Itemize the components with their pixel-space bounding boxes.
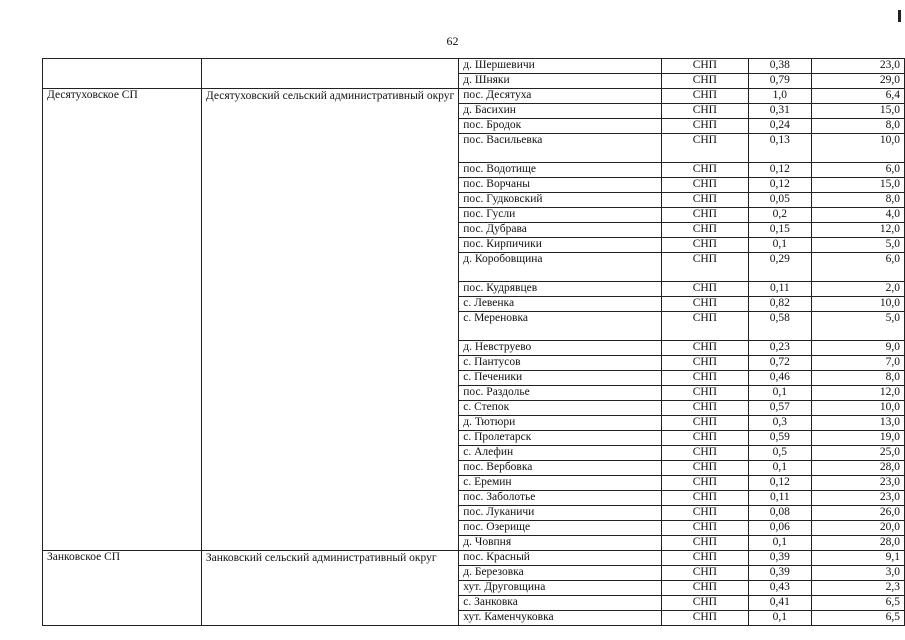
- settlement-name-cell: хут. Друговщина: [459, 581, 661, 596]
- settlement-name-cell: с. Мереновка: [459, 312, 661, 341]
- value-a-cell: 0,1: [749, 386, 812, 401]
- value-a-cell: 0,39: [749, 551, 812, 566]
- settlement-name-cell: пос. Гудковский: [459, 193, 661, 208]
- settlement-name-cell: пос. Васильевка: [459, 134, 661, 163]
- value-b-cell: 6,5: [811, 596, 904, 611]
- value-b-cell: 23,0: [811, 491, 904, 506]
- value-b-cell: 10,0: [811, 134, 904, 163]
- settlement-type-cell: СНП: [661, 104, 748, 119]
- settlement-name-cell: с. Степок: [459, 401, 661, 416]
- settlement-type-cell: СНП: [661, 356, 748, 371]
- settlement-type-cell: СНП: [661, 59, 748, 74]
- settlement-type-cell: СНП: [661, 371, 748, 386]
- settlement-name-cell: с. Занковка: [459, 596, 661, 611]
- settlement-name-cell: пос. Ворчаны: [459, 178, 661, 193]
- value-a-cell: 0,39: [749, 566, 812, 581]
- value-a-cell: 0,5: [749, 446, 812, 461]
- value-a-cell: 0,12: [749, 476, 812, 491]
- settlement-type-cell: СНП: [661, 208, 748, 223]
- value-b-cell: 2,3: [811, 581, 904, 596]
- value-b-cell: 8,0: [811, 119, 904, 134]
- value-b-cell: 28,0: [811, 461, 904, 476]
- settlement-council-cell: Занковское СП: [43, 551, 202, 626]
- value-a-cell: 0,41: [749, 596, 812, 611]
- value-b-cell: 10,0: [811, 401, 904, 416]
- value-b-cell: 6,0: [811, 253, 904, 282]
- settlement-type-cell: СНП: [661, 297, 748, 312]
- settlement-name-cell: д. Березовка: [459, 566, 661, 581]
- settlement-council-cell: [43, 59, 202, 89]
- value-a-cell: 0,12: [749, 163, 812, 178]
- settlement-name-cell: с. Левенка: [459, 297, 661, 312]
- settlement-name-cell: пос. Заболотье: [459, 491, 661, 506]
- administrative-district-cell: Десятуховский сельский административный округ: [201, 89, 458, 551]
- settlement-type-cell: СНП: [661, 521, 748, 536]
- value-b-cell: 7,0: [811, 356, 904, 371]
- page-number: 62: [446, 34, 459, 48]
- settlement-type-cell: СНП: [661, 89, 748, 104]
- value-b-cell: 12,0: [811, 386, 904, 401]
- settlement-type-cell: СНП: [661, 282, 748, 297]
- value-b-cell: 6,0: [811, 163, 904, 178]
- settlement-name-cell: пос. Водотище: [459, 163, 661, 178]
- settlement-type-cell: СНП: [661, 341, 748, 356]
- scan-edge-mark: [898, 10, 901, 22]
- value-b-cell: 2,0: [811, 282, 904, 297]
- settlement-type-cell: СНП: [661, 74, 748, 89]
- settlement-council-cell: Десятуховское СП: [43, 89, 202, 551]
- administrative-district-cell: [201, 59, 458, 89]
- settlement-type-cell: СНП: [661, 566, 748, 581]
- value-a-cell: 0,11: [749, 491, 812, 506]
- settlement-type-cell: СНП: [661, 431, 748, 446]
- value-a-cell: 0,43: [749, 581, 812, 596]
- value-b-cell: 23,0: [811, 59, 904, 74]
- settlement-type-cell: СНП: [661, 581, 748, 596]
- settlement-name-cell: д. Шершевичи: [459, 59, 661, 74]
- settlement-name-cell: д. Шняки: [459, 74, 661, 89]
- value-b-cell: 6,4: [811, 89, 904, 104]
- settlement-type-cell: СНП: [661, 119, 748, 134]
- settlement-type-cell: СНП: [661, 611, 748, 626]
- settlement-type-cell: СНП: [661, 506, 748, 521]
- value-b-cell: 12,0: [811, 223, 904, 238]
- value-b-cell: 8,0: [811, 371, 904, 386]
- value-a-cell: 0,08: [749, 506, 812, 521]
- settlement-type-cell: СНП: [661, 596, 748, 611]
- settlement-type-cell: СНП: [661, 134, 748, 163]
- settlement-name-cell: пос. Дубрава: [459, 223, 661, 238]
- settlement-name-cell: с. Печеники: [459, 371, 661, 386]
- settlement-type-cell: СНП: [661, 461, 748, 476]
- value-b-cell: 25,0: [811, 446, 904, 461]
- settlement-name-cell: хут. Каменчуковка: [459, 611, 661, 626]
- value-b-cell: 20,0: [811, 521, 904, 536]
- value-b-cell: 9,1: [811, 551, 904, 566]
- settlement-name-cell: с. Пролетарск: [459, 431, 661, 446]
- value-b-cell: 28,0: [811, 536, 904, 551]
- value-a-cell: 0,11: [749, 282, 812, 297]
- settlement-name-cell: д. Коробовщина: [459, 253, 661, 282]
- settlement-type-cell: СНП: [661, 536, 748, 551]
- settlement-name-cell: пос. Луканичи: [459, 506, 661, 521]
- value-b-cell: 26,0: [811, 506, 904, 521]
- settlement-type-cell: СНП: [661, 253, 748, 282]
- value-a-cell: 0,05: [749, 193, 812, 208]
- table-row: [43, 59, 905, 74]
- value-a-cell: 0,57: [749, 401, 812, 416]
- table-body: [43, 59, 905, 626]
- settlement-name-cell: пос. Десятуха: [459, 89, 661, 104]
- value-b-cell: 6,5: [811, 611, 904, 626]
- settlement-name-cell: пос. Кирпичики: [459, 238, 661, 253]
- value-b-cell: 9,0: [811, 341, 904, 356]
- settlement-name-cell: пос. Красный: [459, 551, 661, 566]
- value-a-cell: 0,24: [749, 119, 812, 134]
- value-a-cell: 0,59: [749, 431, 812, 446]
- value-b-cell: 8,0: [811, 193, 904, 208]
- value-a-cell: 0,2: [749, 208, 812, 223]
- value-b-cell: 5,0: [811, 238, 904, 253]
- value-b-cell: 19,0: [811, 431, 904, 446]
- value-a-cell: 0,15: [749, 223, 812, 238]
- value-a-cell: 0,12: [749, 178, 812, 193]
- value-a-cell: 0,23: [749, 341, 812, 356]
- value-a-cell: 0,1: [749, 536, 812, 551]
- administrative-district-cell: Занковский сельский административный округ: [201, 551, 458, 626]
- settlement-name-cell: пос. Раздолье: [459, 386, 661, 401]
- settlement-name-cell: с. Пантусов: [459, 356, 661, 371]
- settlement-type-cell: СНП: [661, 178, 748, 193]
- value-b-cell: 3,0: [811, 566, 904, 581]
- settlement-type-cell: СНП: [661, 476, 748, 491]
- settlement-type-cell: СНП: [661, 446, 748, 461]
- value-a-cell: 0,82: [749, 297, 812, 312]
- value-b-cell: 4,0: [811, 208, 904, 223]
- table-row: [43, 89, 905, 104]
- value-a-cell: 0,06: [749, 521, 812, 536]
- settlement-type-cell: СНП: [661, 551, 748, 566]
- settlement-type-cell: СНП: [661, 163, 748, 178]
- value-a-cell: 0,29: [749, 253, 812, 282]
- settlement-name-cell: пос. Гусли: [459, 208, 661, 223]
- value-a-cell: 0,38: [749, 59, 812, 74]
- settlement-name-cell: с. Алефин: [459, 446, 661, 461]
- settlement-type-cell: СНП: [661, 416, 748, 431]
- settlement-name-cell: д. Човпня: [459, 536, 661, 551]
- value-a-cell: 0,1: [749, 238, 812, 253]
- settlement-name-cell: пос. Кудрявцев: [459, 282, 661, 297]
- settlement-type-cell: СНП: [661, 312, 748, 341]
- settlement-type-cell: СНП: [661, 193, 748, 208]
- value-a-cell: 1,0: [749, 89, 812, 104]
- settlement-type-cell: СНП: [661, 491, 748, 506]
- value-b-cell: 15,0: [811, 178, 904, 193]
- value-a-cell: 0,31: [749, 104, 812, 119]
- settlement-type-cell: СНП: [661, 401, 748, 416]
- value-a-cell: 0,79: [749, 74, 812, 89]
- value-b-cell: 23,0: [811, 476, 904, 491]
- value-b-cell: 10,0: [811, 297, 904, 312]
- table-row: [43, 551, 905, 566]
- value-a-cell: 0,3: [749, 416, 812, 431]
- value-b-cell: 13,0: [811, 416, 904, 431]
- value-a-cell: 0,13: [749, 134, 812, 163]
- value-a-cell: 0,72: [749, 356, 812, 371]
- settlement-name-cell: пос. Бродок: [459, 119, 661, 134]
- value-a-cell: 0,1: [749, 461, 812, 476]
- settlement-name-cell: пос. Вербовка: [459, 461, 661, 476]
- value-b-cell: 15,0: [811, 104, 904, 119]
- settlement-name-cell: д. Тютюри: [459, 416, 661, 431]
- value-a-cell: 0,1: [749, 611, 812, 626]
- value-a-cell: 0,58: [749, 312, 812, 341]
- settlement-name-cell: д. Невструево: [459, 341, 661, 356]
- settlements-table: [42, 58, 905, 626]
- value-a-cell: 0,46: [749, 371, 812, 386]
- settlement-type-cell: СНП: [661, 238, 748, 253]
- value-b-cell: 5,0: [811, 312, 904, 341]
- settlement-name-cell: с. Еремин: [459, 476, 661, 491]
- settlement-name-cell: пос. Озерище: [459, 521, 661, 536]
- settlement-type-cell: СНП: [661, 386, 748, 401]
- settlement-type-cell: СНП: [661, 223, 748, 238]
- value-b-cell: 29,0: [811, 74, 904, 89]
- settlement-name-cell: д. Басихин: [459, 104, 661, 119]
